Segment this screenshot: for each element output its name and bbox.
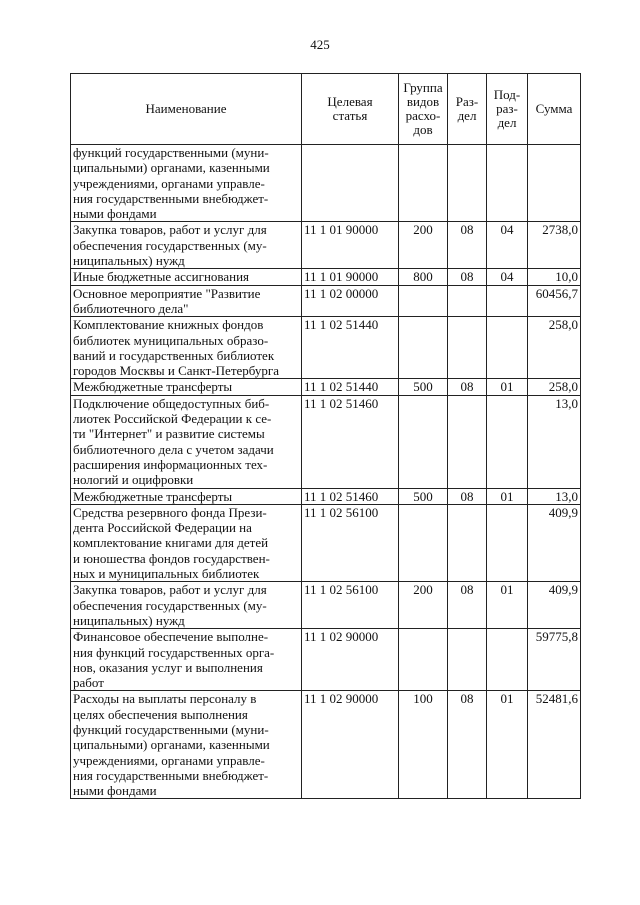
cell-subsection: 01 [487,488,528,504]
table-row [71,395,581,488]
cell-name: Подключение общедоступных биб- лиотек Российской Федерации к се- ти "Интернет" и развитие системы библиотечного дела с учетом задачи расширения информационных тех- нологий и оцифровки [71,395,302,488]
cell-sum: 409,9 [528,504,581,581]
cell-target-article: 11 1 02 56100 [302,504,399,581]
cell-subsection: 01 [487,691,528,799]
cell-name: Межбюджетные трансферты [71,488,302,504]
cell-subsection: 04 [487,269,528,285]
table-row [71,269,581,285]
cell-expense-group [399,395,448,488]
cell-name: Финансовое обеспечение выполне- ния функций государственных орга- нов, оказания услуг и выполнения работ [71,629,302,691]
cell-subsection [487,504,528,581]
cell-expense-group: 800 [399,269,448,285]
cell-target-article: 11 1 01 90000 [302,222,399,269]
cell-expense-group [399,285,448,317]
cell-sum: 258,0 [528,317,581,379]
cell-target-article: 11 1 02 90000 [302,629,399,691]
cell-subsection [487,395,528,488]
header-section: Раз- дел [448,74,487,145]
table-row [71,488,581,504]
header-expense-group: Группа видов расхо- дов [399,74,448,145]
cell-expense-group: 200 [399,222,448,269]
cell-name: Комплектование книжных фондов библиотек муниципальных образо- ваний и государственных библиотек городов Москвы и Санкт-Петербурга [71,317,302,379]
cell-target-article: 11 1 02 56100 [302,582,399,629]
cell-target-article: 11 1 02 51460 [302,488,399,504]
table-row [71,691,581,799]
table-row [71,317,581,379]
cell-subsection: 01 [487,582,528,629]
header-name: Наименование [71,74,302,145]
table-body [71,145,581,799]
cell-sum: 409,9 [528,582,581,629]
table-row [71,504,581,581]
cell-section: 08 [448,582,487,629]
cell-subsection: 04 [487,222,528,269]
cell-sum: 13,0 [528,488,581,504]
cell-target-article: 11 1 02 00000 [302,285,399,317]
cell-name: Закупка товаров, работ и услуг для обеспечения государственных (му- ниципальных) нужд [71,222,302,269]
cell-section [448,317,487,379]
cell-name: Межбюджетные трансферты [71,379,302,395]
cell-section: 08 [448,691,487,799]
page-number: 425 [310,37,330,52]
cell-name: Средства резервного фонда Прези- дента Российской Федерации на комплектование книгами для детей и юношества фондов государствен- ных и муниципальных библиотек [71,504,302,581]
cell-section: 08 [448,379,487,395]
cell-section [448,629,487,691]
cell-section [448,285,487,317]
cell-sum: 59775,8 [528,629,581,691]
cell-name: Иные бюджетные ассигнования [71,269,302,285]
table-row [71,285,581,317]
cell-sum: 258,0 [528,379,581,395]
cell-target-article [302,145,399,222]
cell-sum: 13,0 [528,395,581,488]
cell-subsection [487,629,528,691]
cell-sum [528,145,581,222]
table-header-row [71,74,581,145]
cell-section [448,395,487,488]
cell-expense-group [399,317,448,379]
cell-expense-group [399,629,448,691]
cell-name: Расходы на выплаты персоналу в целях обеспечения выполнения функций государственными (муни- ципальными) органами, казенными учреждениями, органами управле- ния государственными внебюджет- ными фондами [71,691,302,799]
table-row [71,379,581,395]
cell-subsection [487,317,528,379]
table-row [71,145,581,222]
cell-target-article: 11 1 02 51460 [302,395,399,488]
cell-section: 08 [448,269,487,285]
budget-table [70,73,581,799]
header-subsection: Под- раз- дел [487,74,528,145]
cell-subsection: 01 [487,379,528,395]
cell-name: функций государственными (муни- ципальными) органами, казенными учреждениями, органами управле- ния государственными внебюджет- ными фондами [71,145,302,222]
table-row [71,629,581,691]
cell-section: 08 [448,488,487,504]
cell-expense-group [399,504,448,581]
cell-target-article: 11 1 01 90000 [302,269,399,285]
header-target-article: Целевая статья [302,74,399,145]
cell-sum: 2738,0 [528,222,581,269]
cell-expense-group: 500 [399,379,448,395]
cell-target-article: 11 1 02 51440 [302,317,399,379]
table-row [71,222,581,269]
cell-target-article: 11 1 02 90000 [302,691,399,799]
cell-expense-group: 200 [399,582,448,629]
cell-name: Закупка товаров, работ и услуг для обеспечения государственных (му- ниципальных) нужд [71,582,302,629]
cell-expense-group: 500 [399,488,448,504]
cell-section [448,504,487,581]
cell-section: 08 [448,222,487,269]
cell-name: Основное мероприятие "Развитие библиотечного дела" [71,285,302,317]
cell-sum: 10,0 [528,269,581,285]
cell-subsection [487,285,528,317]
cell-target-article: 11 1 02 51440 [302,379,399,395]
table-row [71,582,581,629]
cell-subsection [487,145,528,222]
header-sum: Сумма [528,74,581,145]
cell-section [448,145,487,222]
cell-sum: 52481,6 [528,691,581,799]
cell-expense-group [399,145,448,222]
cell-sum: 60456,7 [528,285,581,317]
cell-expense-group: 100 [399,691,448,799]
